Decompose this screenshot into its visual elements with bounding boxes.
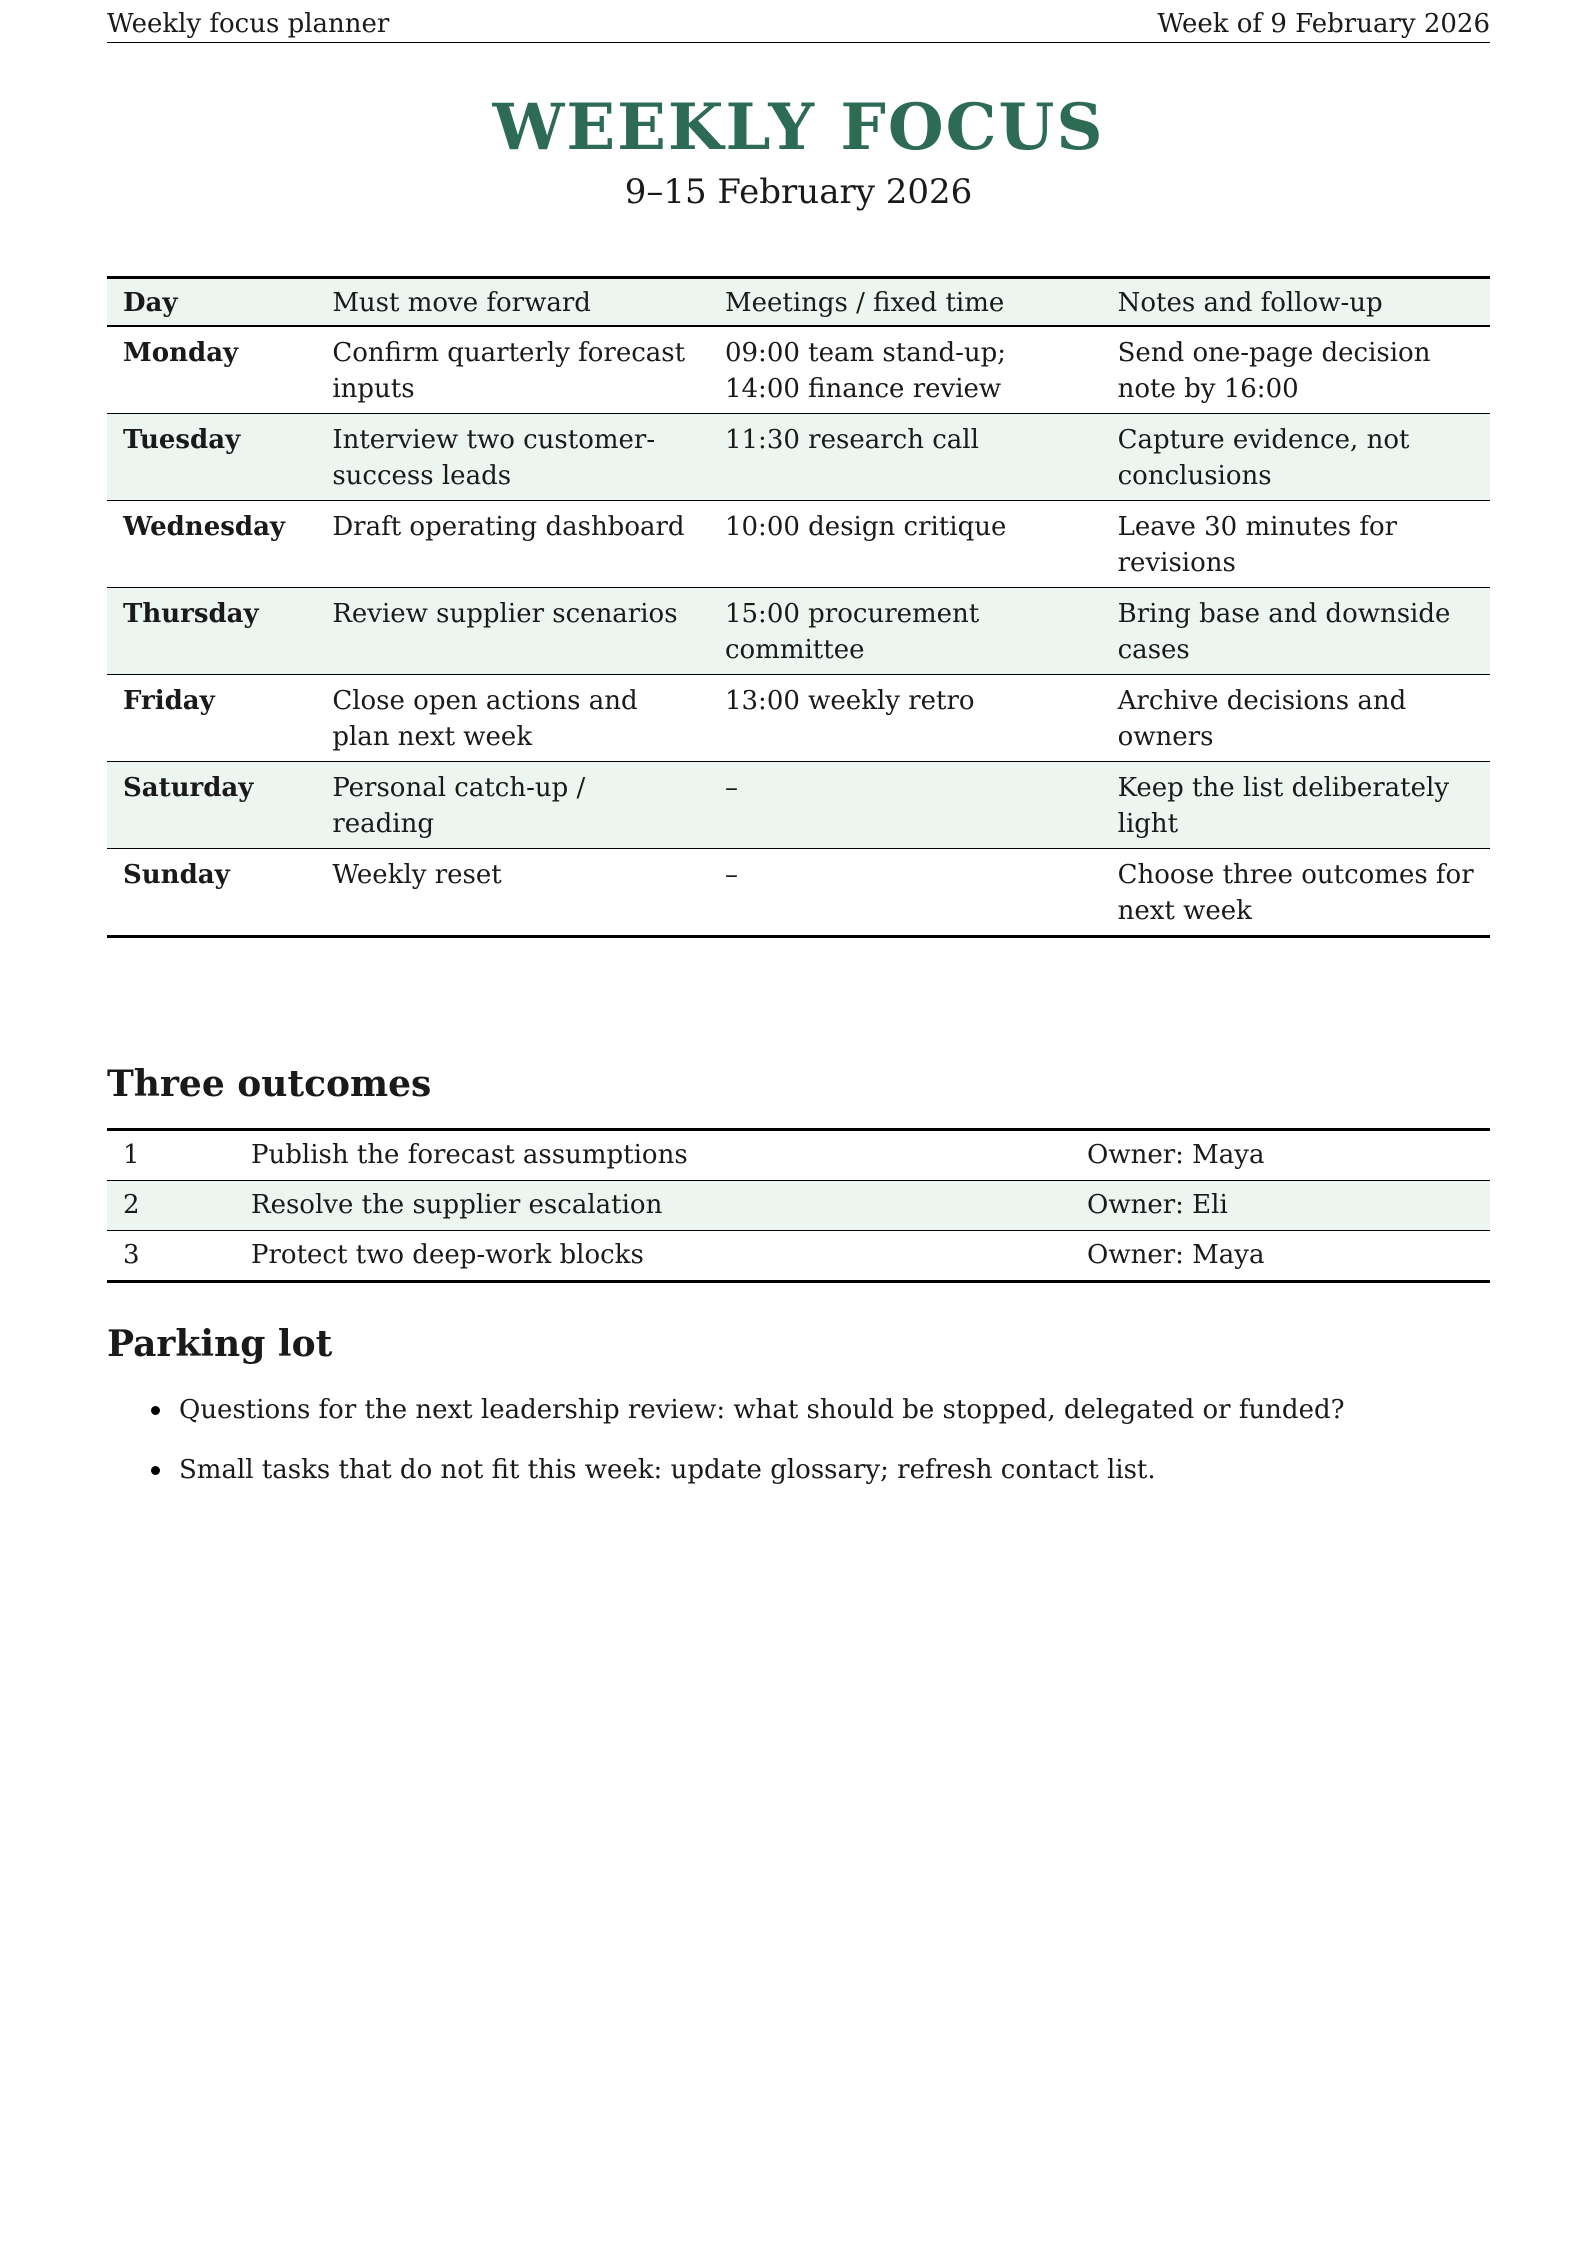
day-cell: Wednesday: [123, 512, 286, 542]
meetings-cell: 10:00 design critique: [724, 512, 1007, 542]
outcome-number: 1: [123, 1140, 140, 1170]
outcome-number: 2: [123, 1190, 140, 1220]
table-row: [107, 849, 1490, 937]
outcomes-heading: Three outcomes: [107, 1063, 432, 1105]
list-item-text: Small tasks that do not fit this week: update glossary; refresh contact list.: [179, 1455, 1156, 1485]
table-row: [107, 1130, 1490, 1181]
forward-cell: Weekly reset: [332, 860, 502, 890]
notes-cell: Archive decisions and owners: [1117, 686, 1407, 752]
meetings-cell: 15:00 procurement committee: [724, 599, 980, 665]
bullet-icon: [151, 1406, 160, 1415]
outcome-owner: Owner: Eli: [1087, 1190, 1228, 1220]
notes-cell: Capture evidence, not conclusions: [1117, 425, 1410, 491]
column-header-meetings: Meetings / fixed time: [724, 288, 1005, 318]
table-row: [107, 1231, 1490, 1282]
meetings-cell: 09:00 team stand-up; 14:00 finance review: [724, 338, 1007, 404]
forward-cell: Close open actions and plan next week: [332, 686, 638, 752]
page-subtitle: 9–15 February 2026: [624, 172, 973, 212]
day-cell: Sunday: [123, 860, 230, 890]
running-header: [107, 6, 1490, 43]
outcome-owner: Owner: Maya: [1087, 1240, 1265, 1270]
week-table: [107, 276, 1490, 938]
list-item: [107, 1392, 1490, 1428]
column-header-day: Day: [123, 288, 178, 318]
page-title: WEEKLY FOCUS: [492, 90, 1105, 165]
list-item: [107, 1452, 1490, 1488]
notes-cell: Choose three outcomes for next week: [1117, 860, 1474, 926]
notes-cell: Send one-page decision note by 16:00: [1117, 338, 1431, 404]
notes-cell: Leave 30 minutes for revisions: [1117, 512, 1398, 578]
parking-lot-heading: Parking lot: [107, 1323, 333, 1365]
notes-cell: Keep the list deliberately light: [1117, 773, 1450, 839]
day-cell: Monday: [123, 338, 239, 368]
notes-cell: Bring base and downside cases: [1117, 599, 1451, 665]
title-block: [107, 86, 1490, 214]
parking-lot-list: [107, 1392, 1490, 1512]
table-row: [107, 762, 1490, 849]
forward-cell: Draft operating dashboard: [332, 512, 685, 542]
bullet-icon: [151, 1466, 160, 1475]
table-row: [107, 501, 1490, 588]
forward-cell: Confirm quarterly forecast inputs: [332, 338, 686, 404]
week-table-header-row: [107, 278, 1490, 327]
meetings-cell: 13:00 weekly retro: [724, 686, 975, 716]
table-row: [107, 414, 1490, 501]
header-planner-name: Weekly focus planner: [107, 9, 390, 39]
list-item-text: Questions for the next leadership review: what should be stopped, delegated or funded?: [179, 1395, 1345, 1425]
day-cell: Tuesday: [123, 425, 241, 455]
table-row: [107, 588, 1490, 675]
column-header-forward: Must move forward: [332, 288, 591, 318]
day-cell: Friday: [123, 686, 215, 716]
outcome-owner: Owner: Maya: [1087, 1140, 1265, 1170]
header-week-label: Week of 9 February 2026: [1157, 9, 1490, 39]
outcome-number: 3: [123, 1240, 140, 1270]
outcome-text: Resolve the supplier escalation: [251, 1190, 663, 1220]
table-row: [107, 1181, 1490, 1231]
outcomes-table: [107, 1128, 1490, 1283]
day-cell: Thursday: [123, 599, 259, 629]
forward-cell: Review supplier scenarios: [332, 599, 678, 629]
column-header-notes: Notes and follow-up: [1117, 288, 1383, 318]
meetings-cell: 11:30 research call: [724, 425, 979, 455]
forward-cell: Personal catch-up / reading: [332, 773, 586, 839]
day-cell: Saturday: [123, 773, 254, 803]
meetings-cell: –: [724, 773, 738, 803]
table-row: [107, 675, 1490, 762]
forward-cell: Interview two customer-success leads: [332, 425, 656, 491]
meetings-cell: –: [724, 860, 738, 890]
table-row: [107, 326, 1490, 414]
outcome-text: Publish the forecast assumptions: [251, 1140, 688, 1170]
outcome-text: Protect two deep-work blocks: [251, 1240, 644, 1270]
